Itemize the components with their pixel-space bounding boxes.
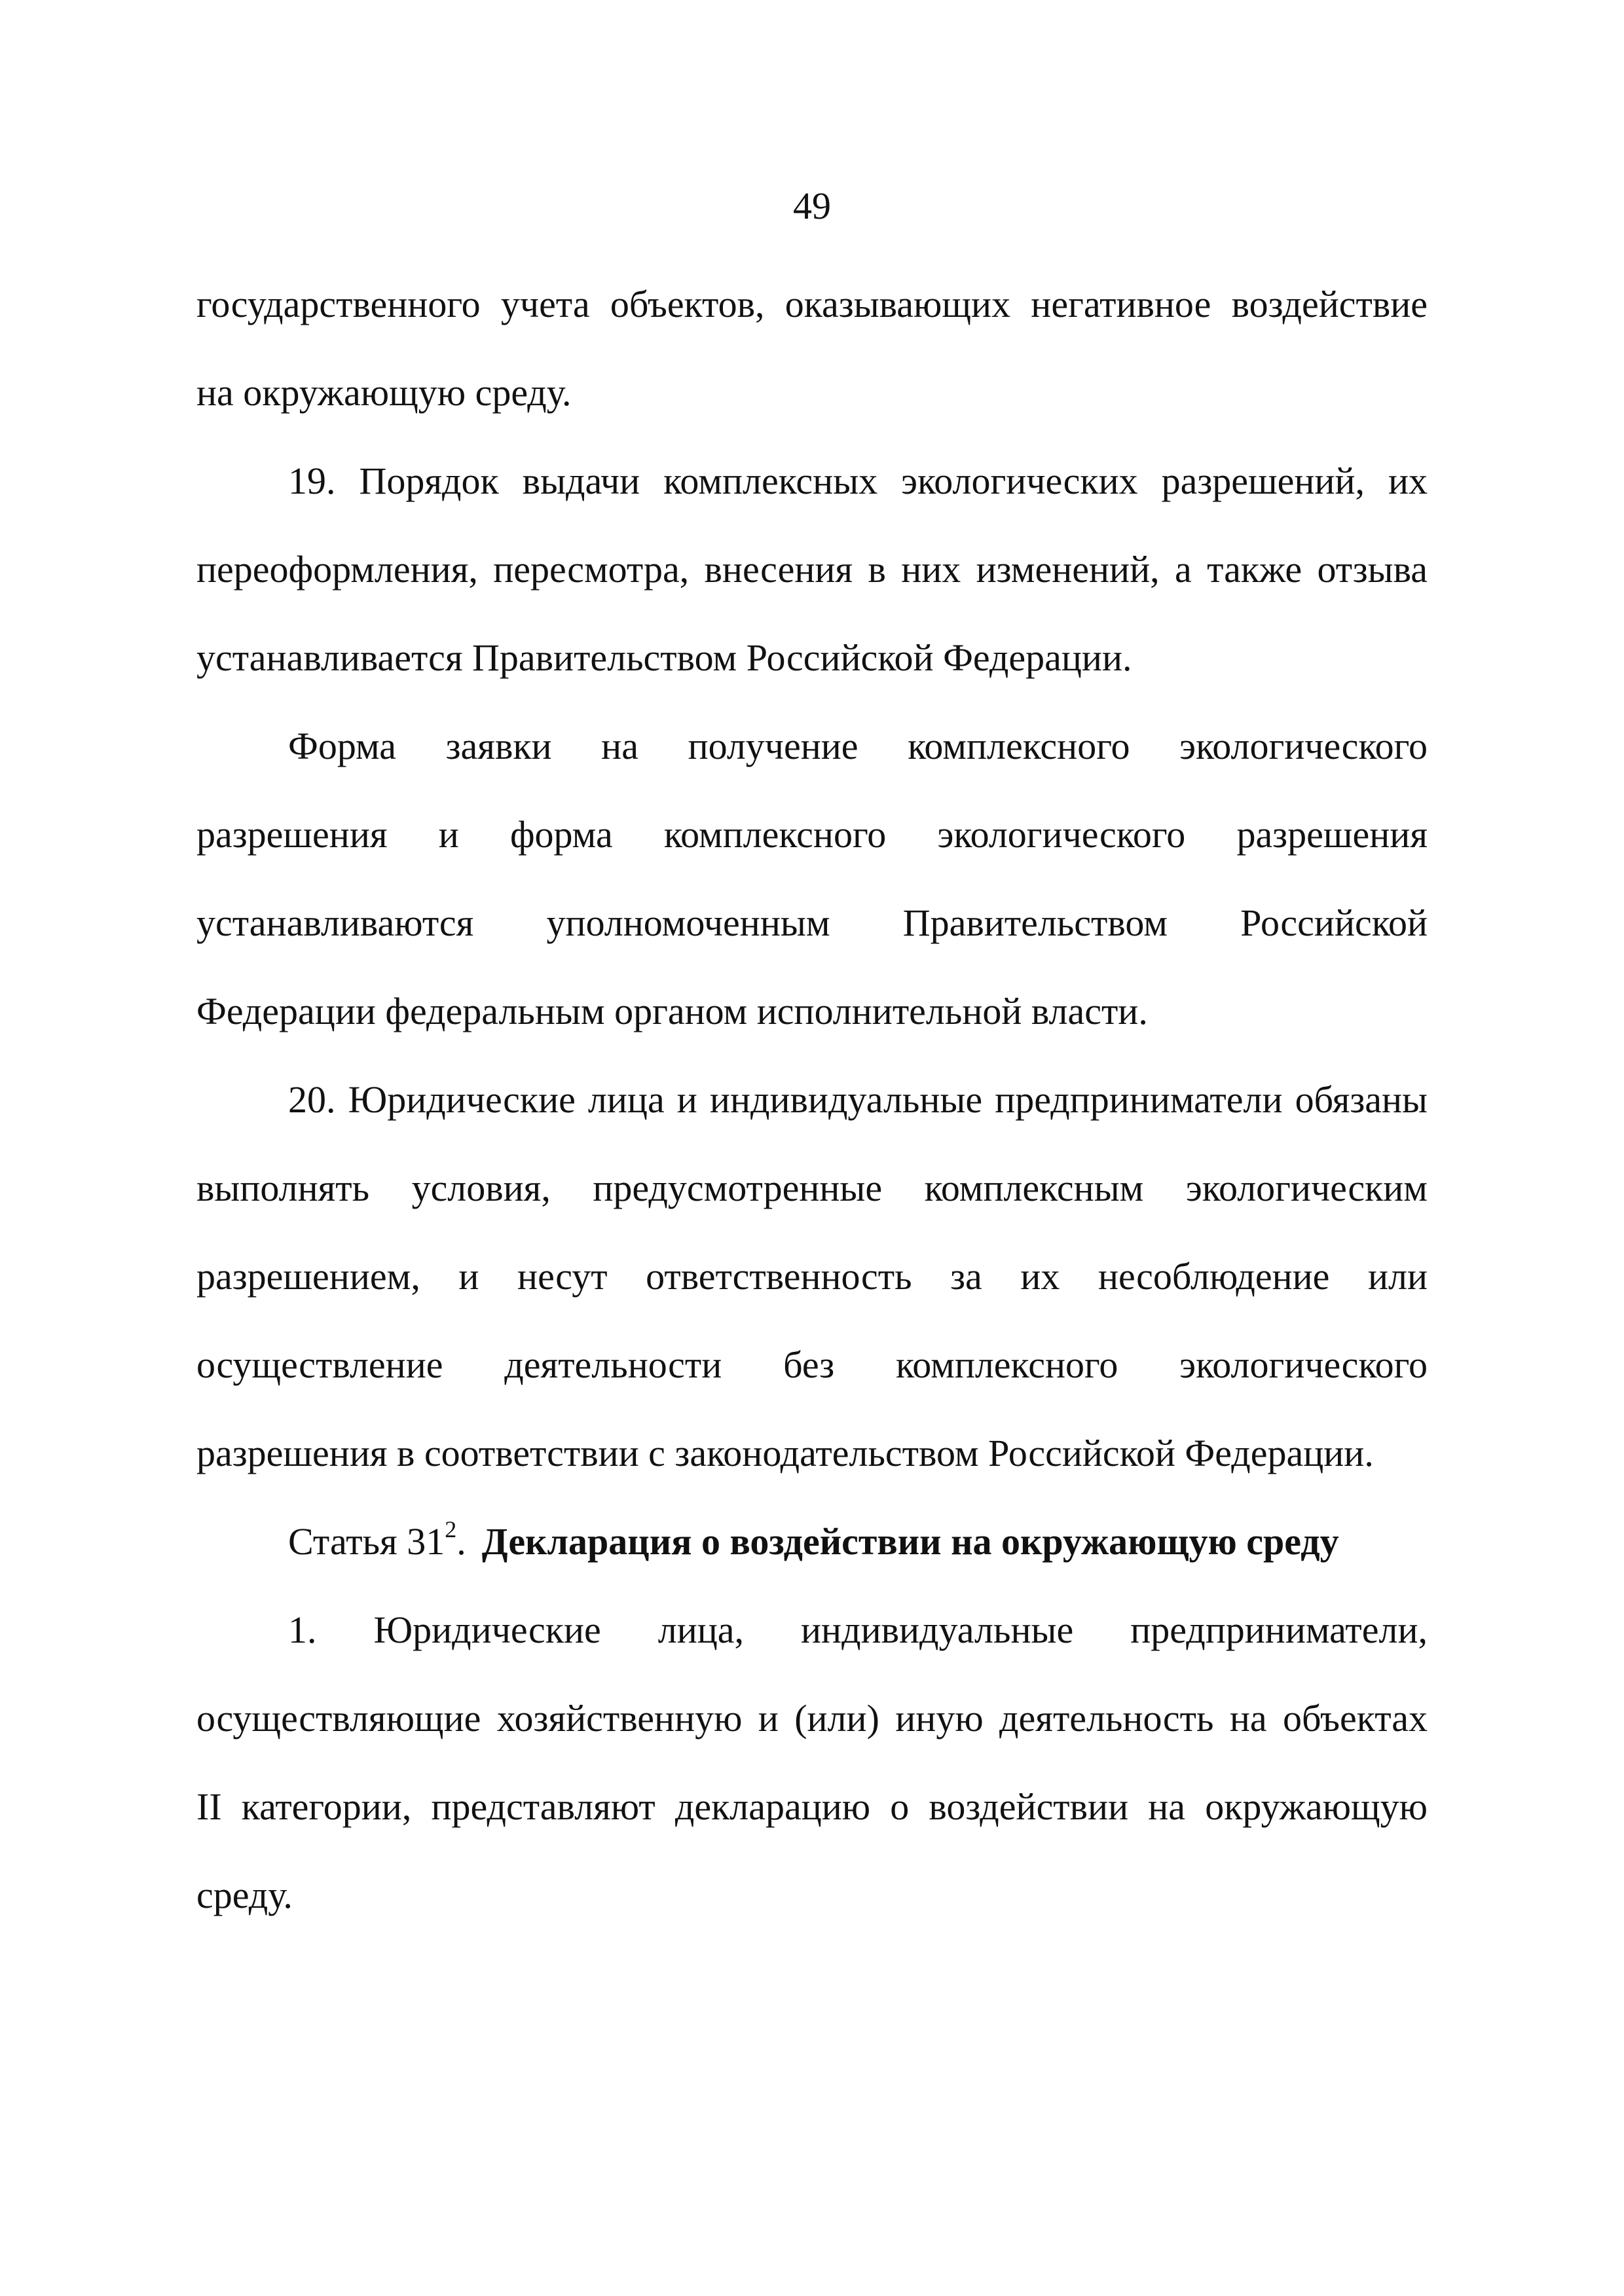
page-number: 49 — [793, 185, 831, 227]
article-title: Декларация о воздействии на окружающую среду — [481, 1520, 1339, 1563]
text-line-8: устанавливаются уполномоченным Правительством Российской — [196, 902, 1428, 944]
text-line-3: 19. Порядок выдачи комплексных экологических разрешений, их — [288, 460, 1428, 502]
article-suffix: . — [456, 1520, 466, 1563]
text-line-7: разрешения и форма комплексного экологического разрешения — [196, 813, 1428, 856]
text-line-13: осуществление деятельности без комплексного экологического — [196, 1343, 1428, 1386]
article-heading — [288, 1516, 1339, 1565]
article-superscript: 2 — [445, 1516, 457, 1542]
text-line-16: осуществляющие хозяйственную и (или) иную деятельность на объектах — [196, 1697, 1428, 1740]
article-number — [288, 1516, 466, 1563]
text-line-5: устанавливается Правительством Российской Федерации. — [196, 636, 1132, 679]
text-line-18: среду. — [196, 1874, 293, 1916]
text-line-6: Форма заявки на получение комплексного экологического — [288, 725, 1428, 767]
text-line-2: на окружающую среду. — [196, 371, 572, 414]
article-prefix: Статья 31 — [288, 1520, 445, 1563]
text-line-17: II категории, представляют декларацию о воздействии на окружающую — [196, 1785, 1428, 1828]
text-line-15: 1. Юридические лица, индивидуальные предприниматели, — [288, 1609, 1428, 1651]
text-line-12: разрешением, и несут ответственность за их несоблюдение или — [196, 1255, 1428, 1298]
text-line-14: разрешения в соответствии с законодательством Российской Федерации. — [196, 1432, 1374, 1474]
text-line-9: Федерации федеральным органом исполнительной власти. — [196, 990, 1148, 1032]
text-line-1: государственного учета объектов, оказывающих негативное воздействие — [196, 283, 1428, 325]
text-line-11: выполнять условия, предусмотренные комплексным экологическим — [196, 1167, 1428, 1209]
text-line-10: 20. Юридические лица и индивидуальные предприниматели обязаны — [288, 1078, 1428, 1121]
text-line-4: переоформления, пересмотра, внесения в них изменений, а также отзыва — [196, 548, 1428, 591]
